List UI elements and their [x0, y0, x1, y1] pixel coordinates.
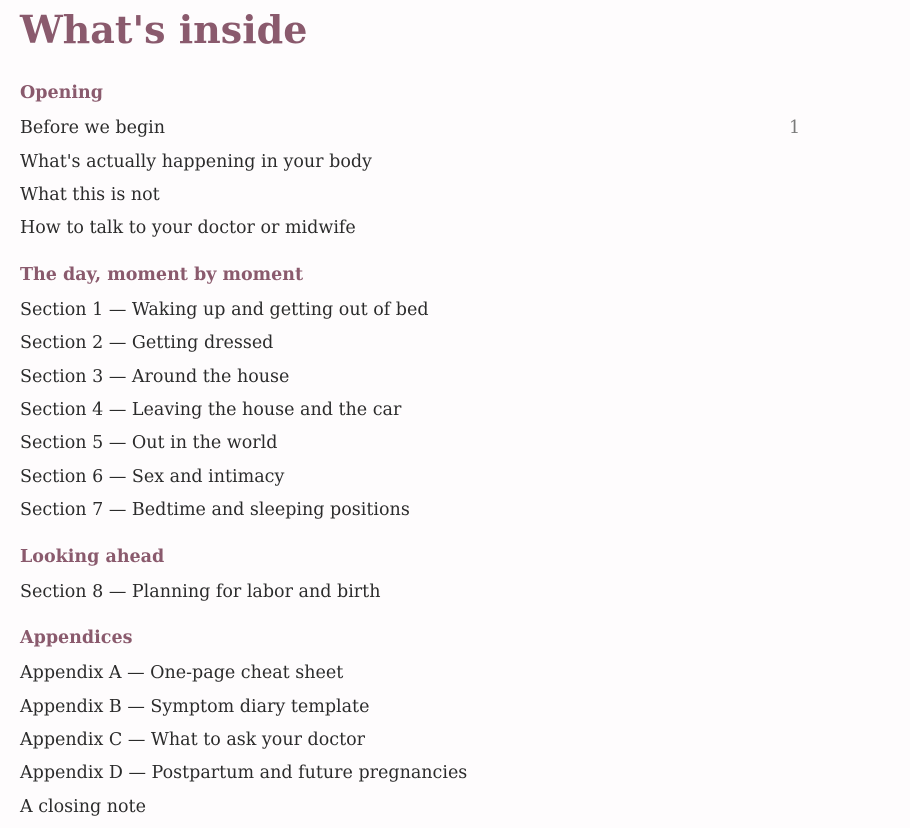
toc-page-number: 1	[789, 118, 801, 138]
toc-entry-label: A closing note	[20, 797, 146, 817]
section-heading-opening: Opening	[20, 83, 103, 103]
toc-entry-label: Appendix B — Symptom diary template	[20, 697, 370, 717]
toc-entry-section-1[interactable]	[20, 299, 800, 321]
toc-entry-label: Appendix D — Postpartum and future pregnancies	[20, 763, 468, 783]
toc-entry-label: Before we begin	[20, 118, 166, 138]
toc-entry-label: Appendix C — What to ask your doctor	[20, 730, 366, 750]
toc-entry-what-this-is-not[interactable]	[20, 184, 800, 206]
section-heading-looking-ahead: Looking ahead	[20, 547, 165, 567]
toc-entry-appendix-b[interactable]	[20, 696, 800, 718]
toc-entry-section-4[interactable]	[20, 399, 800, 421]
toc-entry-label: Section 2 — Getting dressed	[20, 333, 274, 353]
toc-entry-label: Section 7 — Bedtime and sleeping positions	[20, 500, 410, 520]
toc-entry-appendix-c[interactable]	[20, 729, 800, 751]
toc-entry-section-5[interactable]	[20, 432, 800, 454]
section-heading-appendices: Appendices	[20, 628, 133, 648]
page-title: What's inside	[20, 7, 308, 52]
toc-entry-section-6[interactable]	[20, 466, 800, 488]
toc-entry-label: Section 8 — Planning for labor and birth	[20, 582, 381, 602]
toc-entry-label: What's actually happening in your body	[20, 152, 372, 172]
toc-entry-appendix-a[interactable]	[20, 662, 800, 684]
toc-entry-label: What this is not	[20, 185, 160, 205]
toc-entry-label: Section 6 — Sex and intimacy	[20, 467, 285, 487]
toc-entry-closing-note[interactable]	[20, 796, 800, 818]
toc-entry-label: Appendix A — One-page cheat sheet	[20, 663, 344, 683]
toc-entry-label: Section 4 — Leaving the house and the car	[20, 400, 402, 420]
toc-entry-label: Section 1 — Waking up and getting out of bed	[20, 300, 429, 320]
toc-entry-section-3[interactable]	[20, 366, 800, 388]
toc-entry-section-2[interactable]	[20, 332, 800, 354]
toc-entry-label: How to talk to your doctor or midwife	[20, 218, 356, 238]
toc-entry-label: Section 3 — Around the house	[20, 367, 290, 387]
toc-entry-section-8[interactable]	[20, 581, 800, 603]
toc-entry-appendix-d[interactable]	[20, 762, 800, 784]
toc-entry-before-we-begin[interactable]	[20, 117, 800, 139]
toc-entry-body[interactable]	[20, 151, 800, 173]
toc-entry-label: Section 5 — Out in the world	[20, 433, 278, 453]
toc-entry-section-7[interactable]	[20, 499, 800, 521]
toc-entry-talk-to-doctor[interactable]	[20, 217, 800, 239]
section-heading-the-day: The day, moment by moment	[20, 265, 304, 285]
